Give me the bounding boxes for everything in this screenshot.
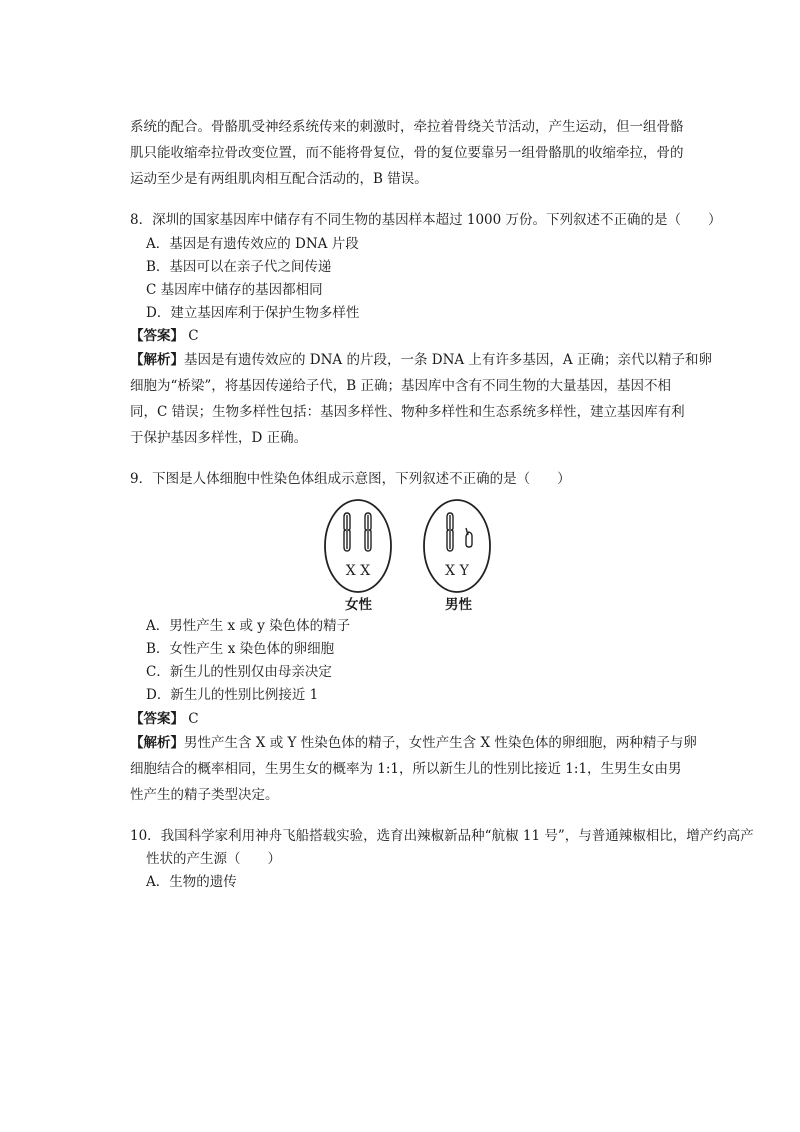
q8-analysis-line-4: 于保护基因多样性，D 正确。: [130, 430, 308, 446]
q10-option-a: A．生物的遗传: [146, 874, 237, 890]
male-chromosome-label: X Y: [445, 563, 469, 579]
q9-analysis-text-1: 男性产生含 X 或 Y 性染色体的精子，女性产生含 X 性染色体的卵细胞，两种精子与卵: [184, 735, 697, 751]
q8-analysis-line-2: 细胞为“桥梁”，将基因传递给子代，B 正确；基因库中含有不同生物的大量基因，基因不相: [130, 378, 672, 394]
q9-analysis-line-2: 细胞结合的概率相同，生男生女的概率为 1:1，所以新生儿的性别比接近 1:1，生男生女由男: [130, 761, 682, 777]
q9-stem: 9．下图是人体细胞中性染色体组成示意图，下列叙述不正确的是（ ）: [130, 471, 571, 487]
male-x-chromosome: [447, 513, 453, 551]
q9-answer-label: 【答案】: [130, 711, 184, 727]
q8-analysis-line-3: 同，C 错误；生物多样性包括：基因多样性、物种多样性和生态系统多样性，建立基因库有利: [130, 404, 685, 420]
q9-option-c: C．新生儿的性别仅由母亲决定: [146, 664, 332, 680]
q8-analysis-text-1: 基因是有遗传效应的 DNA 的片段，一条 DNA 上有许多基因，A 正确；亲代以精子和卵: [184, 352, 712, 368]
male-caption: 男性: [445, 597, 472, 613]
q8-option-d: D．建立基因库利于保护生物多样性: [146, 305, 360, 321]
q9-option-a: A．男性产生 x 或 y 染色体的精子: [146, 618, 351, 634]
q10-stem-line-2: 性状的产生源（ ）: [146, 851, 281, 867]
female-x-chromosome-2: [365, 513, 371, 551]
female-chromosome-label: X X: [345, 563, 371, 579]
q10-stem-line-1: 10．我国科学家利用神舟飞船搭载实验，选育出辣椒新品种“航椒 11 号”，与普通辣椒相比，增产约高产: [130, 828, 754, 844]
q9-option-d: D．新生儿的性别比例接近 1: [146, 687, 319, 703]
q9-answer-row: [130, 710, 199, 728]
q9-analysis-line-3: 性产生的精子类型决定。: [130, 787, 279, 803]
q8-answer-label: 【答案】: [130, 328, 184, 344]
q8-option-b: B．基因可以在亲子代之间传递: [146, 259, 332, 275]
male-y-chromosome: [466, 528, 472, 547]
q8-answer-value: C: [188, 328, 199, 344]
q8-option-c: C 基因库中储存的基因都相同: [146, 282, 323, 298]
q8-analysis-label: 【解析】: [130, 352, 184, 368]
q8-option-a: A．基因是有遗传效应的 DNA 片段: [146, 236, 359, 252]
q9-answer-value: C: [188, 711, 199, 727]
q9-analysis-line-1: [130, 734, 697, 752]
female-caption: 女性: [345, 597, 372, 613]
intro-line-1: 系统的配合。骨骼肌受神经系统传来的刺激时，牵拉着骨绕关节活动，产生运动，但一组骨骼: [130, 119, 684, 135]
intro-line-3: 运动至少是有两组肌肉相互配合活动的，B 错误。: [130, 171, 428, 187]
q8-stem: 8．深圳的国家基因库中储存有不同生物的基因样本超过 1000 万份。下列叙述不正确的是（ ）: [130, 212, 722, 228]
q8-analysis-line-1: [130, 351, 712, 369]
q9-option-b: B．女性产生 x 染色体的卵细胞: [146, 641, 335, 657]
q9-analysis-label: 【解析】: [130, 735, 184, 751]
q8-answer-row: [130, 327, 199, 345]
female-x-chromosome-1: [344, 513, 350, 551]
intro-line-2: 肌只能收缩牵拉骨改变位置，而不能将骨复位，骨的复位要靠另一组骨骼肌的收缩牵拉，骨的: [130, 145, 684, 161]
